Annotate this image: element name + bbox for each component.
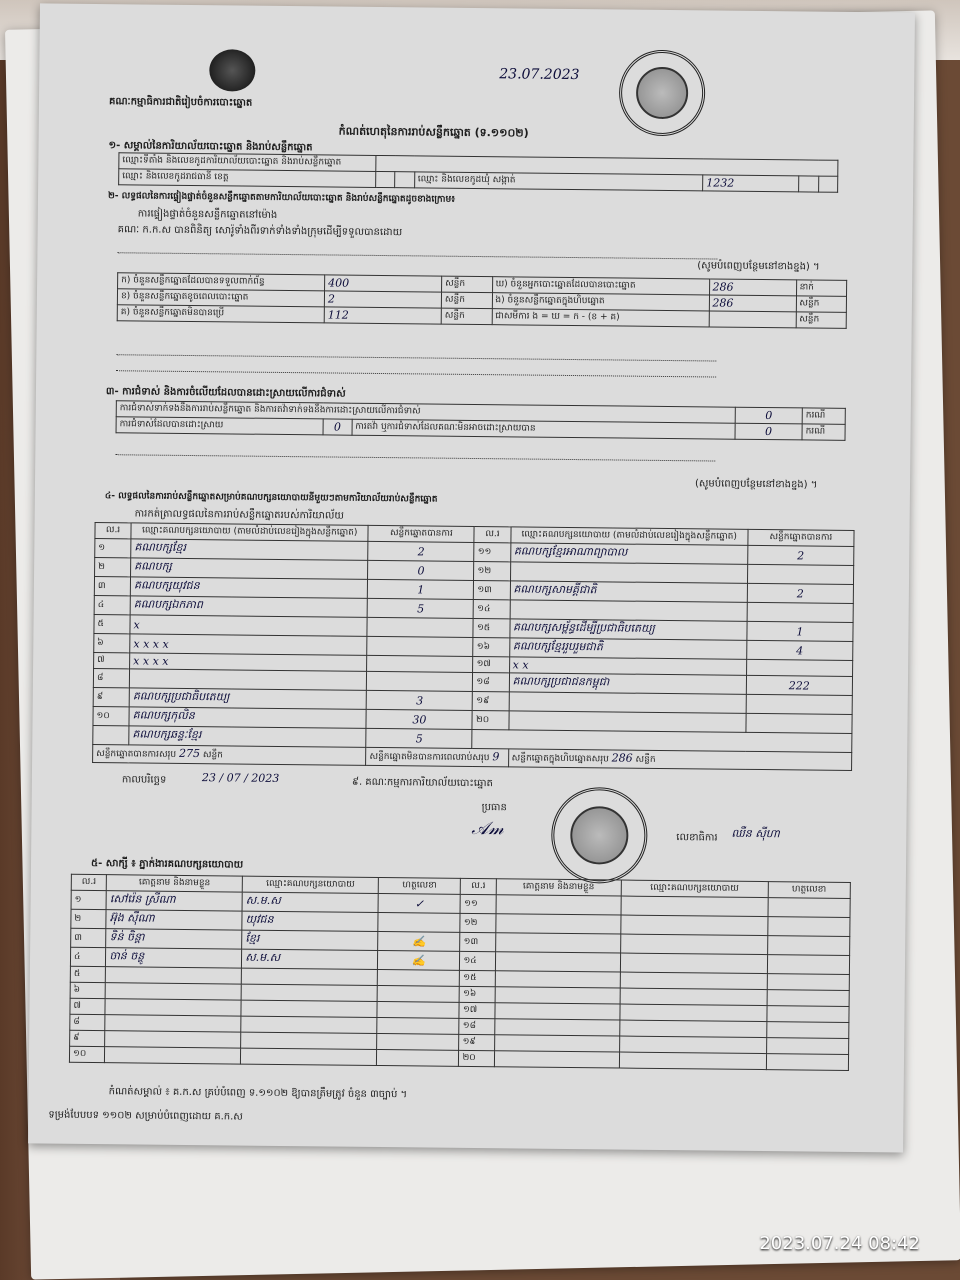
w-col-name-r: គោត្តនាម និងនាមខ្លួន — [496, 879, 621, 896]
witness-no: ៩ — [70, 1030, 105, 1046]
secretary-label: លេខាធិការ — [676, 832, 718, 844]
section2-check-line: គណៈ ក.ក.ស បានពិនិត្យ សោរ៉ូទាំងពីរទាក់ទាំងទាំងក្រុមដើម្បីទទួលបានដោយ — [117, 224, 403, 239]
dotted-line — [116, 370, 716, 377]
section5-heading: ៥- សាក្សី ៖ ភ្នាក់ងារគណបក្សនយោបាយ — [90, 858, 244, 871]
objection-table — [116, 400, 846, 441]
witness-no-right: ១៤ — [460, 951, 495, 970]
count-d-value: 286 — [709, 279, 796, 296]
party-votes: 2 — [748, 545, 854, 565]
col-party-right: ឈ្មោះគណបក្សនយោបាយ (តាមលំដាប់លេខរៀងក្នុងសន្លឹកឆ្នោត) — [510, 527, 747, 545]
president-signature: 𝒜𝓂 — [471, 817, 504, 840]
col-no-left: ល.រ — [95, 523, 131, 539]
objection-row3-label: ការតវ៉ា ឬការជំទាស់ដែលគណៈមិនអាចដោះស្រាយបាន — [352, 419, 736, 439]
dotted-line — [116, 354, 716, 361]
witness-no: ៥ — [70, 966, 105, 982]
section2-time-line: ការផ្ទៀងផ្ទាត់ចំនួនសន្លឹកឆ្នោតនៅម៉ោង — [137, 208, 278, 221]
party-name — [509, 692, 746, 713]
ministry-header: គណៈកម្មាធិការជាតិរៀបចំការបោះឆ្នោត — [108, 96, 253, 109]
row-no: ៩ — [93, 688, 129, 707]
witness-party: យុវជន — [242, 911, 378, 931]
party-votes: 2 — [747, 583, 853, 603]
witness-signature — [377, 1034, 460, 1051]
party-name: x — [130, 615, 367, 636]
witness-no: ៧ — [70, 998, 105, 1014]
commune-label: ឈ្មោះ និងលេខកូដឃុំ សង្កាត់ — [414, 172, 703, 191]
party-name: គណបក្សយុវជន — [130, 577, 367, 598]
witness-no: ៦ — [70, 982, 105, 998]
witness-party — [241, 1032, 377, 1049]
section3-heading: ៣- ការជំទាស់ និងការចំលើយដែលបានដោះស្រាយលើការជំទាស់ — [105, 386, 346, 400]
party-name — [508, 711, 745, 732]
count-a-unit: សន្លឹក — [442, 276, 493, 293]
witness-party: ស.ម.ស — [242, 949, 378, 969]
party-votes: 4 — [747, 640, 853, 660]
witness-name: ទិន់ ចិន្តា — [106, 929, 242, 949]
party-votes — [367, 617, 473, 637]
location-label: ឈ្មោះទីតាំង និងលេខកូដការិយាល័យបោះឆ្នោត និងរាប់សន្លឹកឆ្នោត — [119, 153, 376, 172]
witness-name: អ៊ុង ស៊ីណា — [106, 910, 242, 930]
count-c-label: គ) ចំនួនសន្លឹកឆ្នោតមិនបានប្រើ — [117, 305, 324, 323]
witness-name: ចាន់ ចន្ថូ — [106, 948, 242, 968]
party-name: គណបក្សឯកភាព — [130, 596, 367, 617]
row-no: ២ — [95, 558, 131, 577]
party-name — [129, 669, 366, 690]
row-no: ៨ — [93, 669, 129, 688]
objection-row3-value: 0 — [735, 423, 802, 440]
witness-no-right: ១១ — [460, 894, 495, 913]
witness-no-right: ២០ — [459, 1050, 494, 1066]
row-no: ១៦ — [473, 637, 509, 656]
party-votes — [367, 636, 473, 656]
count-e-unit: សន្លឹក — [796, 296, 847, 313]
count-e-label: ង) ចំនួនសន្លឹកឆ្នោតក្នុងហិបឆ្នោត — [492, 293, 709, 311]
section1-heading: ១- សម្គាល់នៃការិយាល័យបោះឆ្នោត និងរាប់សន្លឹកឆ្នោត — [108, 140, 313, 154]
witness-no: ២ — [71, 909, 106, 928]
commune-code: 1232 — [703, 175, 800, 192]
row-no: ៣ — [94, 577, 130, 596]
party-name: គណបក្សសម្ព័ន្ធដើម្បីប្រជាធិបតេយ្យ — [509, 619, 746, 640]
witness-name — [105, 983, 241, 1000]
witness-name: សៅរ៉េន ស្រីណា — [106, 891, 242, 911]
party-votes: 222 — [746, 675, 852, 695]
section2-heading: ២- លទ្ធផលនៃការផ្ទៀងផ្ទាត់ចំនួនសន្លឹកឆ្នោតតាមការិយាល័យបោះឆ្នោត និងរាប់សន្លឹកឆ្នោតដូចខាងក្រោម៖ — [107, 191, 456, 205]
witness-name — [105, 1047, 241, 1064]
witness-signature: ✍ — [378, 932, 461, 952]
witness-no: ១ — [71, 890, 106, 909]
party-votes: 2 — [368, 541, 474, 561]
witness-name — [105, 1031, 241, 1048]
party-name: គណបក្សខ្មែរអាណាព្យាបាល — [510, 543, 747, 564]
witness-signature — [377, 986, 460, 1003]
party-votes — [746, 694, 852, 714]
witness-no-right: ១៧ — [459, 1002, 494, 1018]
witness-no: ៣ — [71, 928, 106, 947]
party-name: គណបក្សប្រជាជនកម្ពុជា — [509, 673, 746, 694]
nec-logo-icon — [209, 49, 255, 91]
count-b-value: 2 — [324, 291, 441, 308]
party-votes — [747, 564, 853, 584]
witness-no: ១០ — [69, 1046, 104, 1062]
total-invalid-label: សន្លឹកឆ្នោតមិនបានការពេលរាប់សរុប — [369, 751, 490, 764]
party-votes — [746, 713, 852, 733]
party-name — [510, 562, 747, 583]
row-no: ១៧ — [473, 656, 509, 672]
count-a-value: 400 — [325, 275, 442, 292]
witness-no-right: ១៨ — [459, 1018, 494, 1034]
party-votes: 1 — [368, 579, 474, 599]
w-col-no-r: ល.រ — [461, 878, 496, 894]
party-votes: 3 — [367, 690, 473, 710]
section4-heading: ៤- លទ្ធផលនៃការរាប់សន្លឹកឆ្នោតសម្រាប់គណបក្សនយោបាយនីមួយៗតាមការិយាល័យរាប់សន្លឹកឆ្នោត — [104, 491, 438, 505]
witness-no-right: ១៥ — [460, 970, 495, 986]
location-table — [118, 152, 838, 193]
official-seal-top — [619, 49, 706, 136]
party-votes: 5 — [368, 598, 474, 618]
footer-note: កំណត់សម្គាល់ ៖ គ.ក.ស គ្រប់បំពេញ ទ.១១០២ ឱ្យបានត្រឹមត្រូវ ចំនួន ៣ច្បាប់ ។ — [108, 1086, 408, 1101]
total-box-label: សន្លឹកឆ្នោតក្នុងហិបឆ្នោតសរុប — [511, 753, 609, 765]
count-e-value: 286 — [709, 295, 796, 312]
witness-name — [105, 999, 241, 1016]
objection-row2-value: 0 — [323, 419, 352, 435]
objection-row1-value: 0 — [735, 407, 802, 424]
row-no: ៥ — [94, 615, 130, 634]
objection-row1-unit: ករណី — [802, 408, 845, 424]
w-col-no: ល.រ — [71, 874, 106, 890]
witness-signature — [377, 1002, 460, 1019]
party-name: គណបក្សឆន្ទៈខ្មែរ — [129, 726, 366, 747]
count-d-unit: នាក់ — [796, 280, 847, 297]
witness-party — [241, 1016, 377, 1033]
count-c-unit: សន្លឹក — [441, 308, 492, 325]
row-no: ៧ — [94, 653, 130, 669]
party-name: គណបក្សកុលិន — [129, 707, 366, 728]
row-no: ១១ — [474, 542, 510, 561]
total-box-value: 286 — [611, 751, 633, 765]
witness-signature: ✍ — [378, 951, 461, 971]
footer-form-name: ទម្រង់បែបបទ ១១០២ សម្រាប់បំពេញដោយ គ.ក.ស — [48, 1109, 243, 1123]
row-no: ៦ — [94, 634, 130, 653]
witness-signature — [377, 1018, 460, 1035]
party-votes: 1 — [747, 621, 853, 641]
row-no: ១៤ — [474, 599, 510, 618]
witness-no-right: ១៦ — [460, 986, 495, 1002]
party-name — [510, 600, 747, 621]
count-a-label: ក) ចំនួនសន្លឹកឆ្នោតដែលបានទទួលពាក់ព័ន្ធ — [118, 273, 325, 291]
witness-name — [106, 967, 242, 984]
party-votes — [367, 655, 473, 672]
dotted-line — [117, 252, 717, 259]
witness-no: ៤ — [70, 947, 105, 966]
form-title: កំណត់ហេតុនៃការរាប់សន្លឹកឆ្នោត (ទ.១១០២) — [338, 124, 529, 140]
party-votes: 5 — [366, 728, 472, 748]
total-box-unit: សន្លឹក — [635, 754, 656, 765]
row-no: ១៣ — [474, 580, 510, 599]
party-name: គណបក្សប្រជាធិបតេយ្យ — [129, 688, 366, 709]
row-no: ១៩ — [473, 691, 509, 710]
row-no: ៤ — [94, 596, 130, 615]
party-name: គណបក្ស — [131, 558, 368, 579]
w-col-party-r: ឈ្មោះគណបក្សនយោបាយ — [621, 880, 768, 898]
row-no: ២០ — [472, 710, 508, 729]
row-no: ១២ — [474, 561, 510, 580]
row-no: ១ — [95, 539, 131, 558]
count-formula-label: ជាសមីការ ង = ឃ = ក - (ខ + គ) — [492, 309, 709, 327]
province-label: ឈ្មោះ និងលេខកូដរាជធានី ខេត្ត — [119, 169, 376, 188]
row-no: ១០ — [93, 707, 129, 726]
witness-party — [241, 1000, 377, 1017]
witness-signature — [377, 970, 460, 987]
president-label: ប្រធាន — [481, 802, 507, 814]
witness-no: ៨ — [70, 1014, 105, 1030]
section4-subheading: ការកត់ត្រាលទ្ធផលនៃការរាប់សន្លឹកឆ្នោតរបស់ការិយាល័យ — [134, 508, 345, 522]
witness-party: ខ្មែរ — [242, 930, 378, 950]
w-col-party: ឈ្មោះគណបក្សនយោបាយ — [242, 876, 378, 893]
fill-note-2: (សូមបំពេញបន្ថែមនៅខាងខ្នង) ។ — [694, 478, 818, 491]
w-col-sign-r: ហត្ថលេខា — [768, 882, 851, 899]
date-value: 23 / 07 / 2023 — [201, 771, 280, 785]
total-valid-unit: សន្លឹក — [202, 750, 223, 761]
witness-party — [241, 1048, 377, 1065]
witness-no-right: ១២ — [460, 913, 495, 932]
party-votes: 30 — [366, 709, 472, 729]
witness-signature — [376, 1050, 459, 1067]
total-valid-label: សន្លឹកឆ្នោតបានការសរុប — [96, 749, 177, 760]
dotted-line — [115, 454, 715, 461]
total-valid-value: 275 — [178, 746, 201, 761]
row-no: ១៨ — [473, 672, 509, 691]
party-votes — [747, 602, 853, 622]
party-name: គណបក្សខ្មែររួបរួមជាតិ — [509, 638, 746, 659]
party-name: x x x x — [130, 653, 367, 671]
handwritten-date-top: 23.07.2023 — [499, 66, 580, 84]
count-b-unit: សន្លឹក — [441, 292, 492, 309]
total-invalid-value: 9 — [492, 750, 500, 764]
witness-party — [241, 968, 377, 985]
date-label: កាលបរិច្ឆេទ — [121, 774, 167, 786]
count-formula-unit: សន្លឹក — [796, 312, 847, 329]
objection-row1-label: ការជំទាស់ទាក់ទងនឹងការរាប់សន្លឹកឆ្នោត និងការតវ៉ាទាក់ទងនឹងការដោះស្រាយលើការជំទាស់ — [116, 401, 735, 423]
party-name: x x x x — [130, 634, 367, 655]
count-table — [117, 272, 847, 329]
witness-signature — [378, 913, 461, 933]
count-c-value: 112 — [324, 307, 441, 324]
witness-no-right: ១៩ — [459, 1034, 494, 1050]
party-name: គណបក្សសាមគ្គីជាតិ — [510, 581, 747, 602]
results-table — [92, 522, 854, 771]
witness-table — [69, 874, 851, 1071]
photo-timestamp: 2023.07.24 08:42 — [759, 1233, 920, 1254]
objection-row3-unit: ករណី — [802, 424, 845, 440]
official-seal-bottom — [551, 787, 648, 884]
document-page — [28, 3, 915, 1152]
fill-note: (សូមបំពេញបន្ថែមនៅខាងខ្នង) ។ — [697, 260, 820, 273]
witness-party — [241, 984, 377, 1001]
party-name: គណបក្សខ្មែរ — [131, 539, 368, 560]
count-d-label: ឃ) ចំនួនអ្នកបោះឆ្នោតដែលបានបោះឆ្នោត — [492, 277, 709, 295]
party-votes — [746, 659, 852, 676]
objection-row2-label: ការជំទាស់ដែលបានដោះស្រាយ — [116, 417, 323, 435]
witness-name — [105, 1015, 241, 1032]
count-b-label: ខ) ចំនួនសន្លឹកឆ្នោតខូចពេលបោះឆ្នោត — [117, 289, 324, 307]
committee-label: ៩. គណៈកម្មការការិយាល័យបោះឆ្នោត — [351, 776, 493, 790]
row-no: ១៥ — [473, 618, 509, 637]
form-sheet — [48, 44, 859, 1132]
secretary-signature: ឈឺន ស៊ីហា — [731, 826, 780, 841]
col-votes-left: សន្លឹកឆ្នោតបានការ — [368, 525, 474, 542]
party-votes — [367, 671, 473, 691]
w-col-name: គោត្តនាម និងនាមខ្លួន — [107, 875, 243, 892]
witness-party: ស.ម.ស — [242, 892, 378, 912]
col-votes-right: សន្លឹកឆ្នោតបានការ — [748, 529, 854, 546]
w-col-sign: ហត្ថលេខា — [378, 878, 461, 895]
party-name: x x — [509, 657, 746, 675]
col-no-right: ល.រ — [474, 526, 510, 542]
count-formula-value — [709, 311, 796, 328]
witness-signature: ✓ — [378, 894, 461, 914]
party-votes: 0 — [368, 560, 474, 580]
col-party-left: ឈ្មោះគណបក្សនយោបាយ (តាមលំដាប់លេខរៀងក្នុងសន្លឹកឆ្នោត) — [131, 523, 368, 541]
witness-no-right: ១៣ — [460, 932, 495, 951]
